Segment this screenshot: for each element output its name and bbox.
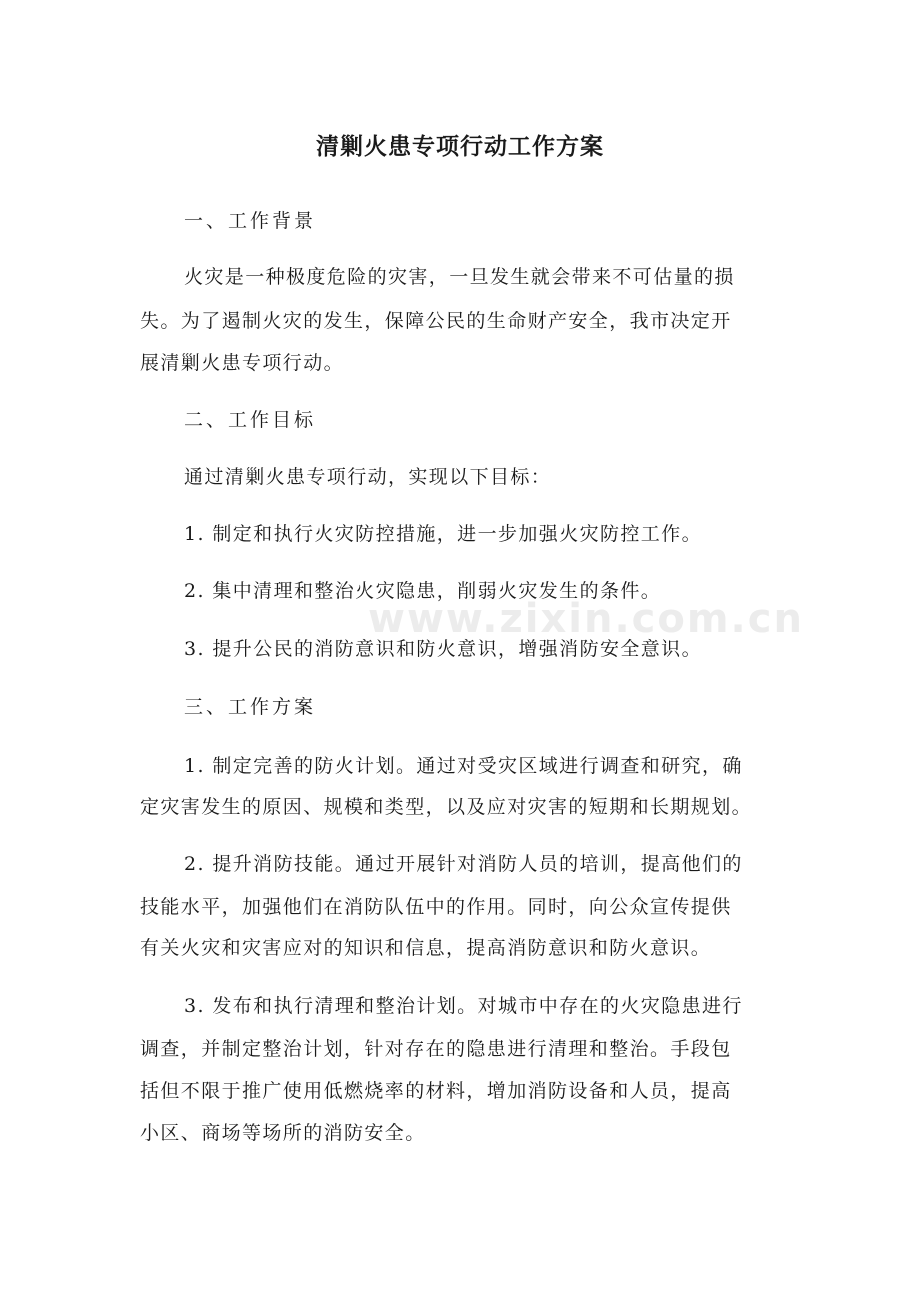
paragraph-line: 展清剿火患专项行动。: [140, 352, 345, 374]
section-heading-background: 一、工作背景: [184, 210, 317, 232]
goal-item: 3. 提升公民的消防意识和防火意识，增强消防安全意识。: [184, 638, 702, 660]
goal-item: 1. 制定和执行火灾防控措施，进一步加强火灾防控工作。: [184, 523, 702, 545]
section-heading-plan: 三、工作方案: [184, 696, 317, 718]
plan-item-line: 调查，并制定整治计划，针对存在的隐患进行清理和整治。手段包: [140, 1038, 732, 1060]
goal-item: 2. 集中清理和整治火灾隐患，削弱火灾发生的条件。: [184, 580, 662, 602]
plan-item-line: 3. 发布和执行清理和整治计划。对城市中存在的火灾隐患进行: [184, 995, 743, 1017]
plan-item-line: 2. 提升消防技能。通过开展针对消防人员的培训，提高他们的: [184, 853, 743, 875]
paragraph-line: 失。为了遏制火灾的发生，保障公民的生命财产安全，我市决定开: [140, 310, 732, 332]
goals-intro: 通过清剿火患专项行动，实现以下目标：: [184, 466, 552, 488]
plan-item-line: 技能水平，加强他们在消防队伍中的作用。同时，向公众宣传提供: [140, 896, 732, 918]
plan-item-line: 定灾害发生的原因、规模和类型，以及应对灾害的短期和长期规划。: [140, 796, 753, 818]
plan-item-line: 小区、商场等场所的消防安全。: [140, 1122, 426, 1144]
plan-item-line: 1. 制定完善的防火计划。通过对受灾区域进行调查和研究，确: [184, 755, 743, 777]
plan-item-line: 括但不限于推广使用低燃烧率的材料，增加消防设备和人员，提高: [140, 1080, 732, 1102]
section-heading-goals: 二、工作目标: [184, 409, 317, 431]
plan-item-line: 有关火灾和灾害应对的知识和信息，提高消防意识和防火意识。: [140, 937, 712, 959]
watermark: www.zixin.com.cn: [368, 596, 804, 642]
document-title: 清剿火患专项行动工作方案: [316, 134, 604, 160]
paragraph-line: 火灾是一种极度危险的灾害，一旦发生就会带来不可估量的损: [184, 266, 735, 288]
